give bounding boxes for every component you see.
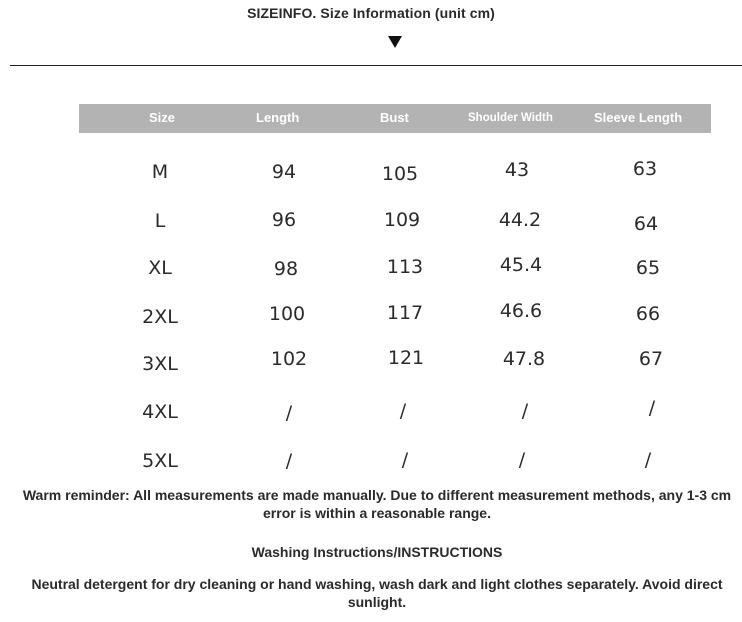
table-cell-sleeve-length: 67 <box>638 348 664 370</box>
page-title: SIZEINFO. Size Information (unit cm) <box>247 5 495 21</box>
column-header-length: Length <box>256 110 300 125</box>
washing-instructions-text: Neutral detergent for dry cleaning or hand washing, wash dark and light clothes separately. Avoid direct sunlight. <box>31 576 723 610</box>
table-header <box>79 104 711 133</box>
table-cell-size: M <box>151 161 169 183</box>
table-cell-bust: 105 <box>381 163 419 185</box>
table-cell-length: 100 <box>268 303 306 325</box>
table-cell-bust: 121 <box>387 347 425 369</box>
table-cell-bust: 109 <box>383 209 421 231</box>
column-header-shoulder-width: Shoulder Width <box>468 112 553 124</box>
table-cell-sleeve-length: / <box>648 397 656 419</box>
down-triangle-icon <box>388 36 402 48</box>
column-header-sleeve-length: Sleeve Length <box>594 110 683 125</box>
table-cell-shoulder-width: / <box>521 400 529 422</box>
table-cell-size: 4XL <box>142 401 178 423</box>
table-cell-size: 2XL <box>142 306 178 328</box>
washing-instructions-title: Washing Instructions/INSTRUCTIONS <box>251 544 503 560</box>
table-cell-size: 5XL <box>142 450 178 472</box>
table-cell-length: 94 <box>271 161 297 183</box>
table-cell-sleeve-length: / <box>644 449 652 471</box>
table-cell-size: 3XL <box>142 353 178 375</box>
table-cell-shoulder-width: 44.2 <box>498 209 542 231</box>
measurement-reminder: Warm reminder: All measurements are made manually. Due to different measurement methods, any 1-3 cm error is within a reasonable range. <box>22 487 732 521</box>
table-cell-bust: 113 <box>386 256 424 278</box>
table-cell-length: / <box>285 402 293 424</box>
table-cell-sleeve-length: 65 <box>635 257 661 279</box>
table-cell-shoulder-width: 45.4 <box>499 254 543 276</box>
table-cell-length: 98 <box>273 258 299 280</box>
table-cell-shoulder-width: 43 <box>504 159 530 181</box>
table-cell-shoulder-width: / <box>518 449 526 471</box>
column-header-bust: Bust <box>380 110 409 125</box>
table-cell-bust: 117 <box>386 302 424 324</box>
table-cell-sleeve-length: 63 <box>632 158 658 180</box>
table-cell-size: XL <box>148 257 172 279</box>
table-cell-shoulder-width: 47.8 <box>502 348 546 370</box>
table-cell-length: 102 <box>270 348 308 370</box>
table-cell-length: 96 <box>271 209 297 231</box>
table-cell-bust: / <box>401 449 409 471</box>
table-cell-bust: / <box>399 400 407 422</box>
column-header-size: Size <box>149 110 176 125</box>
table-cell-size: L <box>154 210 166 232</box>
divider <box>10 65 742 66</box>
table-cell-sleeve-length: 64 <box>633 213 659 235</box>
table-cell-sleeve-length: 66 <box>635 303 661 325</box>
table-cell-shoulder-width: 46.6 <box>499 300 543 322</box>
table-cell-length: / <box>285 450 293 472</box>
